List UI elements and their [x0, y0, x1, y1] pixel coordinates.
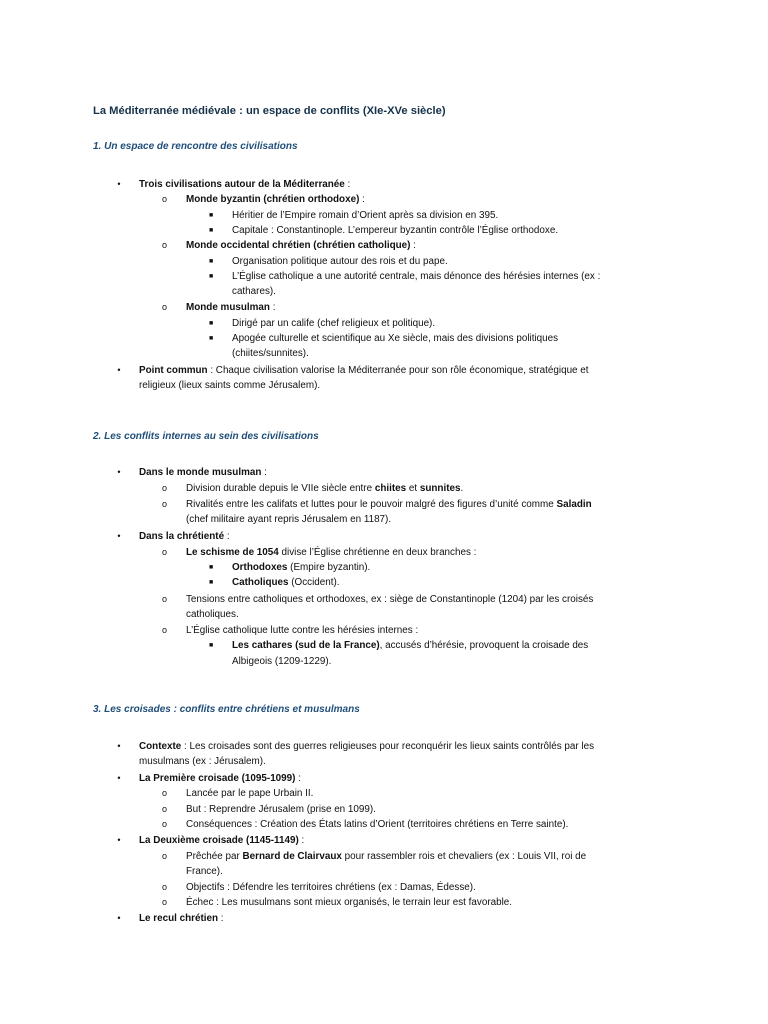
bullet-circle: o: [162, 851, 168, 861]
list-item: Dans le monde musulman :: [139, 467, 267, 478]
bullet-circle: o: [162, 194, 168, 204]
list-item: Capitale : Constantinople. L’empereur byzantin contrôle l’Église orthodoxe.: [232, 225, 559, 236]
list-item: Division durable depuis le VIIe siècle entre chiites et sunnites.: [186, 483, 464, 494]
bullet-disc: •: [117, 741, 121, 751]
list-item-continuation: cathares).: [232, 286, 276, 297]
list-item: Tensions entre catholiques et orthodoxes, ex : siège de Constantinople (1204) par les croisés: [186, 594, 594, 605]
bullet-disc: •: [117, 365, 121, 375]
list-item-continuation: musulmans (ex : Jérusalem).: [139, 756, 266, 767]
bullet-disc: •: [117, 773, 121, 783]
bullet-circle: o: [162, 882, 168, 892]
list-item: Monde occidental chrétien (chrétien catholique) :: [186, 240, 416, 251]
list-item: Lancée par le pape Urbain II.: [186, 788, 314, 799]
bullet-disc: •: [117, 179, 121, 189]
bullet-circle: o: [162, 804, 168, 814]
bullet-disc: •: [117, 467, 121, 477]
bullet-square: ■: [209, 320, 214, 327]
bullet-disc: •: [117, 531, 121, 541]
bullet-square: ■: [209, 227, 214, 234]
bullet-square: ■: [209, 335, 214, 342]
list-item-continuation: (chef militaire ayant repris Jérusalem en 1187).: [186, 514, 392, 525]
list-item: Les cathares (sud de la France), accusés d’hérésie, provoquent la croisade des: [232, 640, 589, 651]
bullet-circle: o: [162, 547, 168, 557]
bullet-circle: o: [162, 483, 168, 493]
list-item: Échec : Les musulmans sont mieux organisés, le terrain leur est favorable.: [186, 897, 513, 908]
bullet-disc: •: [117, 835, 121, 845]
bullet-square: ■: [209, 258, 214, 265]
bullet-circle: o: [162, 788, 168, 798]
list-item: Dirigé par un calife (chef religieux et politique).: [232, 318, 436, 329]
list-item: Objectifs : Défendre les territoires chrétiens (ex : Damas, Édesse).: [186, 882, 476, 893]
bullet-circle: o: [162, 499, 168, 509]
bullet-square: ■: [209, 273, 214, 280]
list-item: Conséquences : Création des États latins d’Orient (territoires chrétiens en Terre sainte).: [186, 819, 569, 830]
bullet-square: ■: [209, 642, 214, 649]
list-item: Monde byzantin (chrétien orthodoxe) :: [186, 194, 365, 205]
list-item: La Deuxième croisade (1145-1149) :: [139, 835, 305, 846]
bullet-square: ■: [209, 212, 214, 219]
list-item: Trois civilisations autour de la Méditerranée :: [139, 179, 351, 190]
list-item: Contexte : Les croisades sont des guerres religieuses pour reconquérir les lieux saints contrôlés par les: [139, 741, 595, 752]
bullet-circle: o: [162, 625, 168, 635]
list-item: Apogée culturelle et scientifique au Xe siècle, mais des divisions politiques: [232, 333, 559, 344]
list-item: Rivalités entre les califats et luttes pour le pouvoir malgré des figures d’unité comme Saladin: [186, 499, 592, 510]
list-item: Catholiques (Occident).: [232, 577, 340, 588]
bullet-circle: o: [162, 897, 168, 907]
bullet-circle: o: [162, 302, 168, 312]
section-3-heading: 3. Les croisades : conflits entre chrétiens et musulmans: [93, 704, 360, 715]
list-item: Héritier de l’Empire romain d’Orient après sa division en 395.: [232, 210, 499, 221]
list-item: Point commun : Chaque civilisation valorise la Méditerranée pour son rôle économique, stratégique et: [139, 365, 589, 376]
list-item: Organisation politique autour des rois et du pape.: [232, 256, 448, 267]
list-item: But : Reprendre Jérusalem (prise en 1099).: [186, 804, 376, 815]
list-item: L’Église catholique lutte contre les hérésies internes :: [186, 625, 419, 636]
section-2-heading: 2. Les conflits internes au sein des civilisations: [93, 431, 319, 442]
bullet-circle: o: [162, 240, 168, 250]
bullet-circle: o: [162, 819, 168, 829]
list-item: Dans la chrétienté :: [139, 531, 230, 542]
list-item: Le recul chrétien :: [139, 913, 224, 924]
bullet-circle: o: [162, 594, 168, 604]
list-item-continuation: France).: [186, 866, 223, 877]
list-item: Orthodoxes (Empire byzantin).: [232, 562, 371, 573]
list-item: Prêchée par Bernard de Clairvaux pour rassembler rois et chevaliers (ex : Louis VII, roi de: [186, 851, 587, 862]
section-1-heading: 1. Un espace de rencontre des civilisations: [93, 141, 298, 152]
bullet-square: ■: [209, 564, 214, 571]
list-item: La Première croisade (1095-1099) :: [139, 773, 301, 784]
list-item-continuation: religieux (lieux saints comme Jérusalem).: [139, 380, 321, 391]
list-item: Monde musulman :: [186, 302, 276, 313]
list-item-continuation: catholiques.: [186, 609, 239, 620]
list-item-continuation: (chiites/sunnites).: [232, 348, 309, 359]
list-item: L’Église catholique a une autorité centrale, mais dénonce des hérésies internes (ex :: [232, 271, 601, 282]
bullet-disc: •: [117, 913, 121, 923]
document-title: La Méditerranée médiévale : un espace de conflits (XIe-XVe siècle): [93, 105, 446, 117]
list-item: Le schisme de 1054 divise l’Église chrétienne en deux branches :: [186, 547, 477, 558]
bullet-square: ■: [209, 579, 214, 586]
list-item-continuation: Albigeois (1209-1229).: [232, 656, 332, 667]
